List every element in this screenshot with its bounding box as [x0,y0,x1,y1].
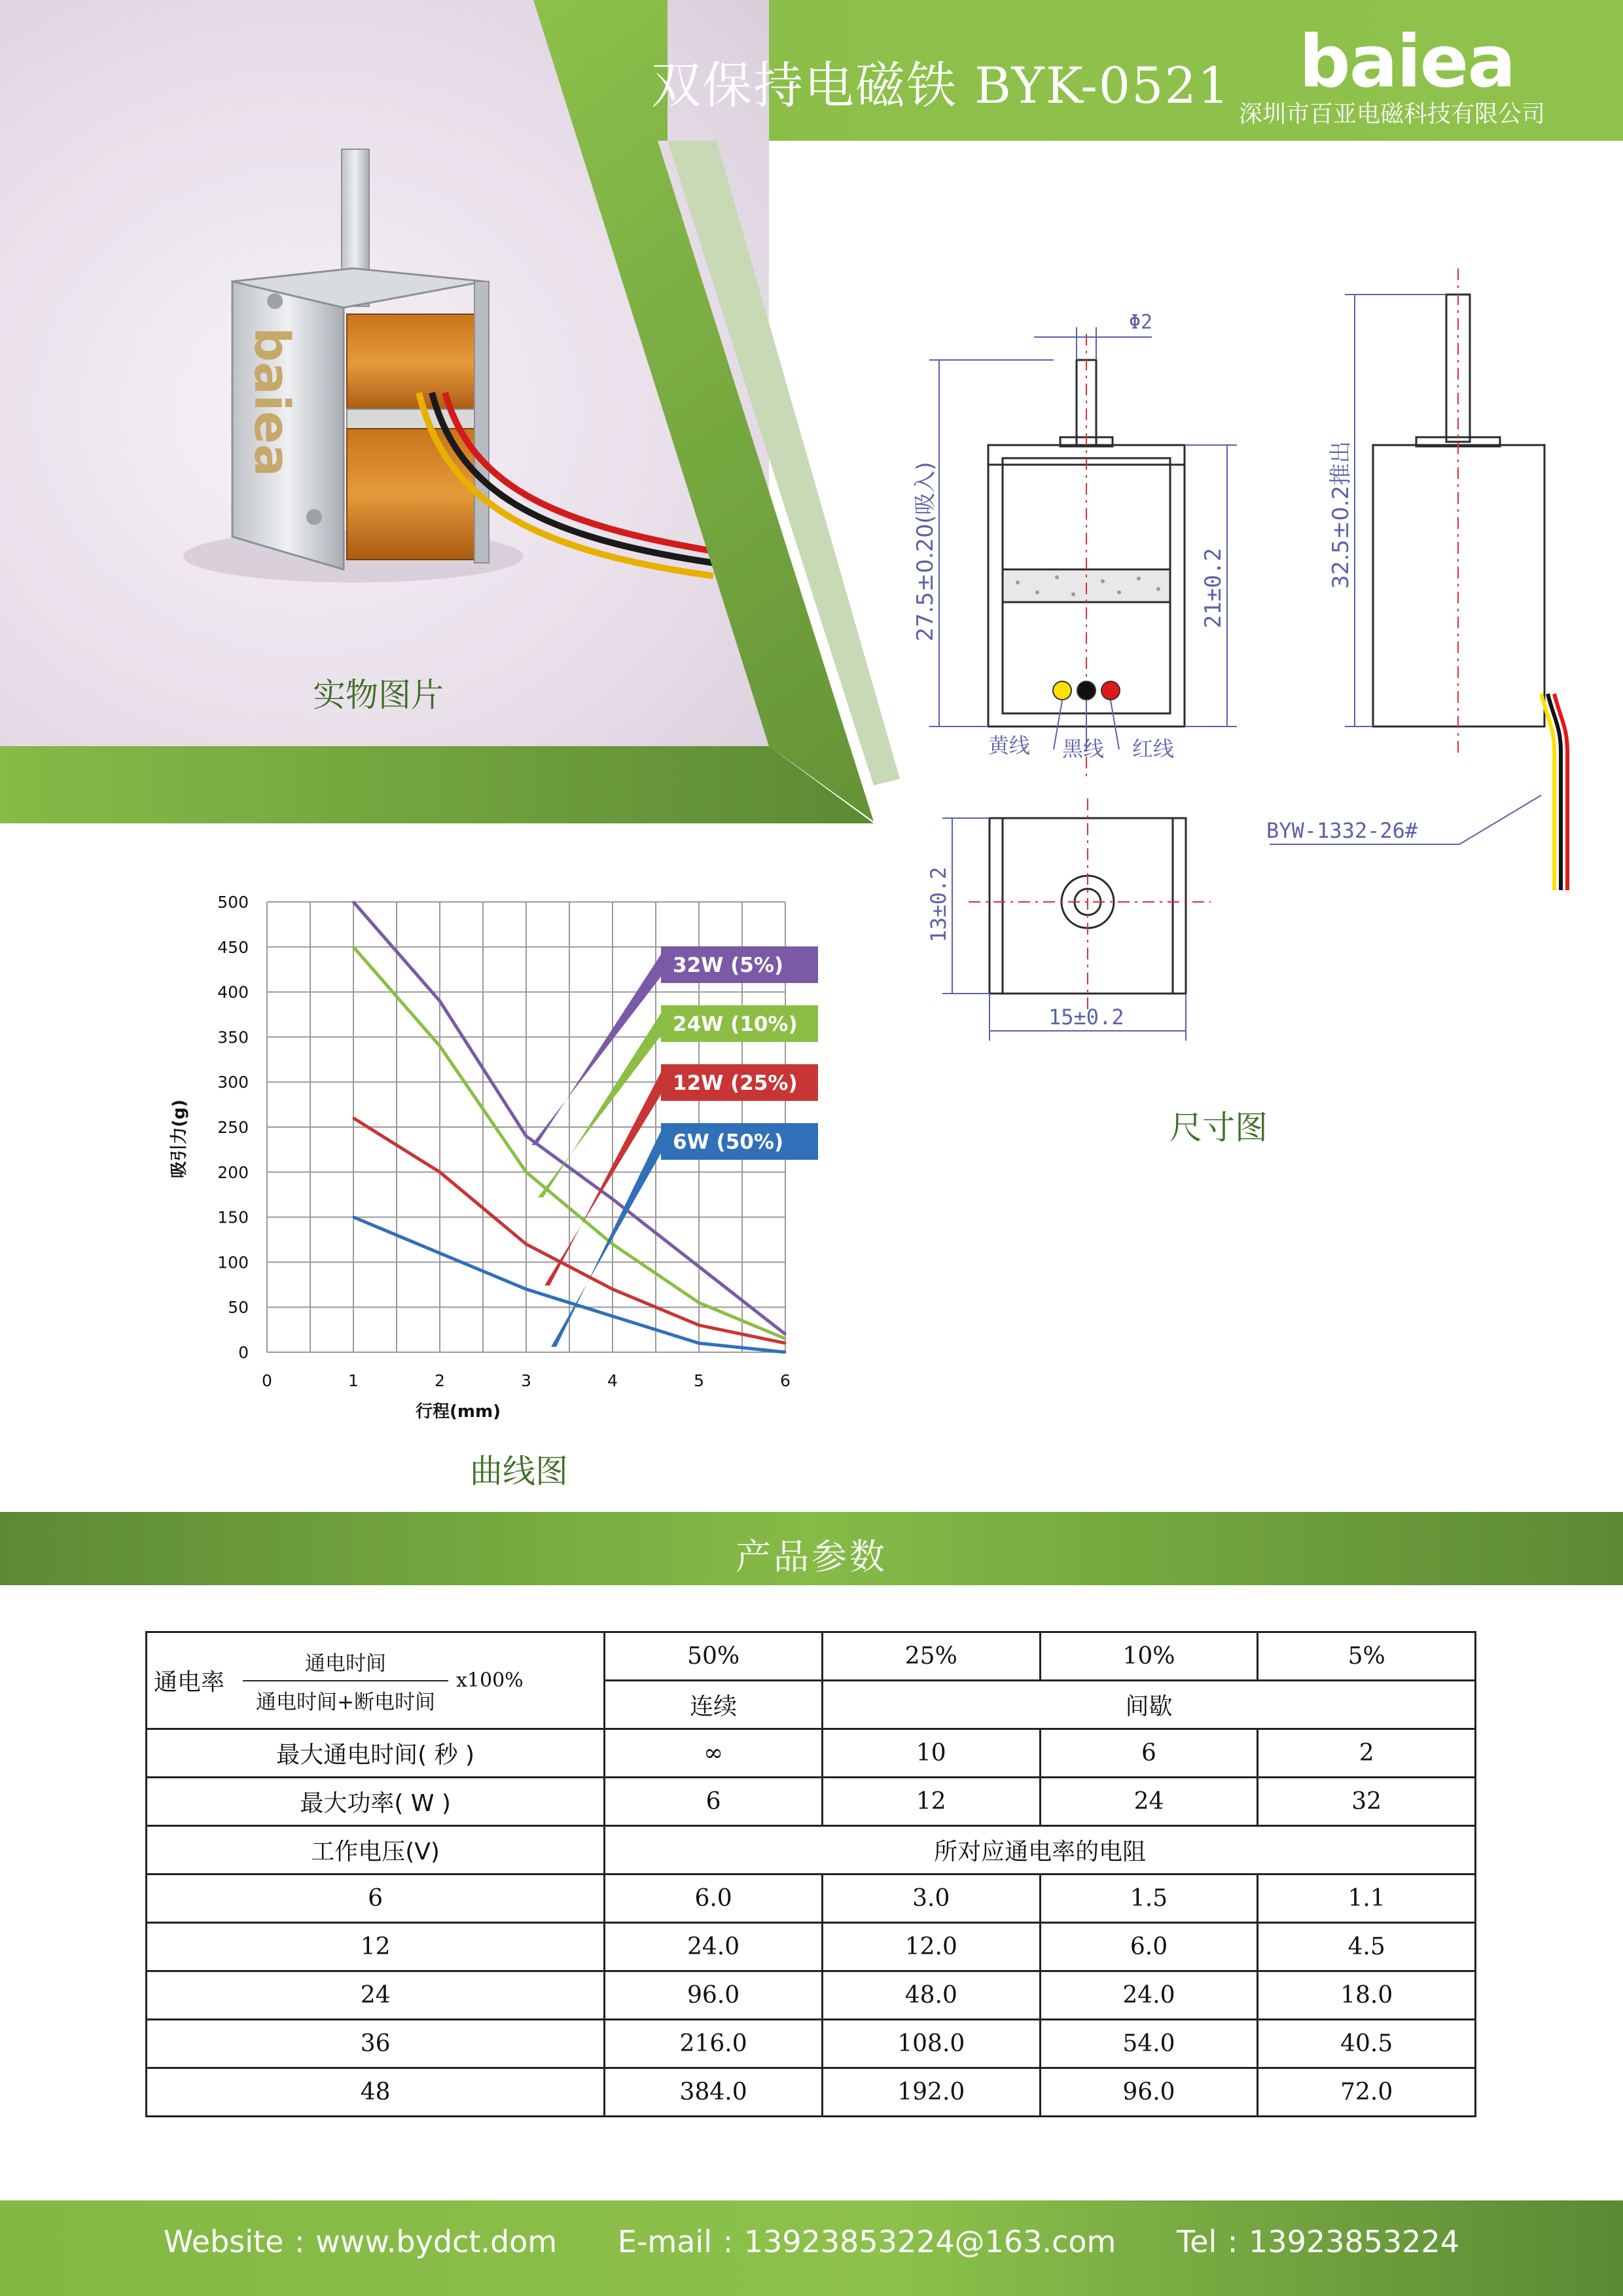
photo-caption: 实物图片 [313,676,444,714]
voltage-value: 6 [147,1874,605,1923]
mode-continuous: 连续 [605,1681,823,1729]
y-tick-label: 500 [217,893,249,912]
data-point [698,1324,700,1326]
footer-contact [0,2224,1623,2259]
resistance-value: 96.0 [605,1971,823,2020]
table-row [147,1923,1476,1971]
max-time-value: ∞ [605,1729,823,1778]
data-point [698,1342,700,1344]
data-point [353,901,355,903]
force-stroke-chart [157,877,851,1440]
y-tick-label: 200 [217,1162,249,1182]
x-tick-label: 3 [521,1371,531,1390]
max-power-value: 6 [605,1778,823,1826]
footer-website-link[interactable]: Website : www.bydct.dom [164,2224,558,2259]
drawing-caption: 尺寸图 [1169,1109,1268,1147]
data-point [439,1171,441,1173]
label-black-wire: 黑线 [1062,736,1105,761]
resistance-value: 1.5 [1040,1874,1258,1923]
resistance-value: 24.0 [1040,1971,1258,2020]
duty-value: 25% [822,1632,1040,1681]
data-point [612,1198,614,1200]
x-tick-label: 4 [607,1371,618,1390]
resistance-value: 48.0 [822,1971,1040,2020]
params-table [145,1631,1476,2117]
data-point [526,1288,527,1290]
data-point [353,946,355,948]
dim-depth: 13±0.2 [926,867,951,942]
voltage-value: 12 [147,1923,605,1971]
dim-body: 21±0.2 [1200,548,1226,628]
dimension-drawing [903,268,1597,1054]
y-tick-label: 100 [217,1253,249,1272]
resistance-label: 所对应通电率的电阻 [605,1826,1476,1874]
y-tick-label: 450 [217,937,249,957]
x-tick-label: 6 [780,1371,791,1390]
duty-value: 10% [1040,1632,1258,1681]
dim-height-pull: 27.5±0.20(吸入) [912,461,938,641]
data-point [612,1315,614,1317]
max-power-value: 32 [1258,1778,1476,1826]
voltage-value: 48 [147,2068,605,2117]
voltage-value: 24 [147,1971,605,2020]
data-point [698,1266,700,1268]
data-point [439,1000,441,1002]
y-tick-label: 150 [217,1208,249,1227]
resistance-value: 72.0 [1258,2068,1476,2117]
max-time-value: 2 [1258,1729,1476,1778]
dim-shaft: Φ2 [1129,311,1153,334]
duty-value: 5% [1258,1632,1476,1681]
max-time-value: 6 [1040,1729,1258,1778]
max-time-label: 最大通电时间( 秒 ) [147,1729,605,1778]
table-row [147,1874,1476,1923]
resistance-value: 96.0 [1040,2068,1258,2117]
legend-label: 32W (5%) [673,954,784,977]
y-tick-label: 350 [217,1028,249,1047]
resistance-value: 192.0 [822,2068,1040,2117]
voltage-label: 工作电压(V) [147,1826,605,1874]
max-power-value: 12 [822,1778,1040,1826]
data-point [353,1117,355,1119]
chart-caption: 曲线图 [470,1452,568,1490]
x-tick-label: 5 [694,1371,704,1390]
legend-label: 6W (50%) [673,1130,784,1154]
duty-cycle-cell [147,1632,605,1729]
page-title: 双保持电磁铁 BYK-0521 [651,56,1231,115]
resistance-value: 40.5 [1258,2020,1476,2068]
duty-denominator: 通电时间+断电时间 [256,1690,435,1714]
resistance-value: 108.0 [822,2020,1040,2068]
resistance-value: 54.0 [1040,2020,1258,2068]
data-point [526,1171,527,1173]
resistance-value: 4.5 [1258,1923,1476,1971]
duty-value: 50% [605,1632,823,1681]
duty-formula [243,1647,448,1715]
y-tick-label: 0 [238,1343,249,1362]
data-point [439,1252,441,1254]
black-wire-dot [1077,681,1096,700]
y-tick-label: 400 [217,982,249,1002]
table-row [147,2020,1476,2068]
footer-tel: Tel : 13923853224 [1176,2224,1459,2259]
duty-multiplier: x100% [456,1669,524,1692]
y-tick-label: 50 [228,1298,249,1318]
resistance-value: 6.0 [605,1874,823,1923]
resistance-value: 1.1 [1258,1874,1476,1923]
yellow-wire-dot [1053,681,1071,700]
resistance-value: 3.0 [822,1874,1040,1923]
photo-logo-text: baiea [243,327,300,477]
data-point [785,1352,787,1354]
x-tick-label: 0 [262,1371,272,1390]
data-point [612,1288,614,1290]
resistance-value: 24.0 [605,1923,823,1971]
max-time-value: 10 [822,1729,1040,1778]
data-point [785,1342,787,1344]
data-point [612,1243,614,1245]
company-name: 深圳市百亚电磁科技有限公司 [1239,101,1546,128]
data-point [785,1338,787,1340]
table-row [147,2068,1476,2117]
label-red-wire: 红线 [1132,736,1175,761]
dim-height-push: 32.5±0.2推出 [1328,440,1354,589]
data-point [353,1216,355,1218]
max-power-label: 最大功率( W ) [147,1778,605,1826]
x-tick-label: 1 [348,1371,359,1390]
resistance-value: 216.0 [605,2020,823,2068]
resistance-value: 384.0 [605,2068,823,2117]
label-yellow-wire: 黄线 [988,733,1031,758]
data-point [785,1333,787,1335]
red-wire-dot [1101,681,1120,700]
duty-numerator: 通电时间 [243,1647,448,1681]
resistance-value: 6.0 [1040,1923,1258,1971]
data-point [526,1135,527,1137]
voltage-value: 36 [147,2020,605,2068]
mode-intermittent: 间歇 [822,1681,1475,1729]
data-point [526,1243,527,1245]
data-point [698,1302,700,1304]
max-power-value: 24 [1040,1778,1258,1826]
y-tick-label: 300 [217,1073,249,1092]
y-axis-label: 吸引力(g) [169,1099,189,1179]
y-tick-label: 250 [217,1118,249,1137]
resistance-value: 12.0 [822,1923,1040,1971]
x-axis-label: 行程(mm) [416,1402,501,1422]
footer-email-link[interactable]: E-mail : 13923853224@163.com [617,2224,1116,2259]
resistance-value: 18.0 [1258,1971,1476,2020]
dim-width: 15±0.2 [1048,1005,1124,1030]
x-tick-label: 2 [435,1371,445,1390]
brand-logo: baiea [1299,20,1515,103]
label-wire-spec: BYW-1332-26# [1266,818,1418,843]
table-row [147,1971,1476,2020]
data-point [439,1045,441,1047]
legend-label: 12W (25%) [673,1071,798,1095]
legend-label: 24W (10%) [673,1013,798,1036]
params-section-title: 产品参数 [736,1536,887,1577]
duty-label: 通电率 [154,1669,225,1696]
